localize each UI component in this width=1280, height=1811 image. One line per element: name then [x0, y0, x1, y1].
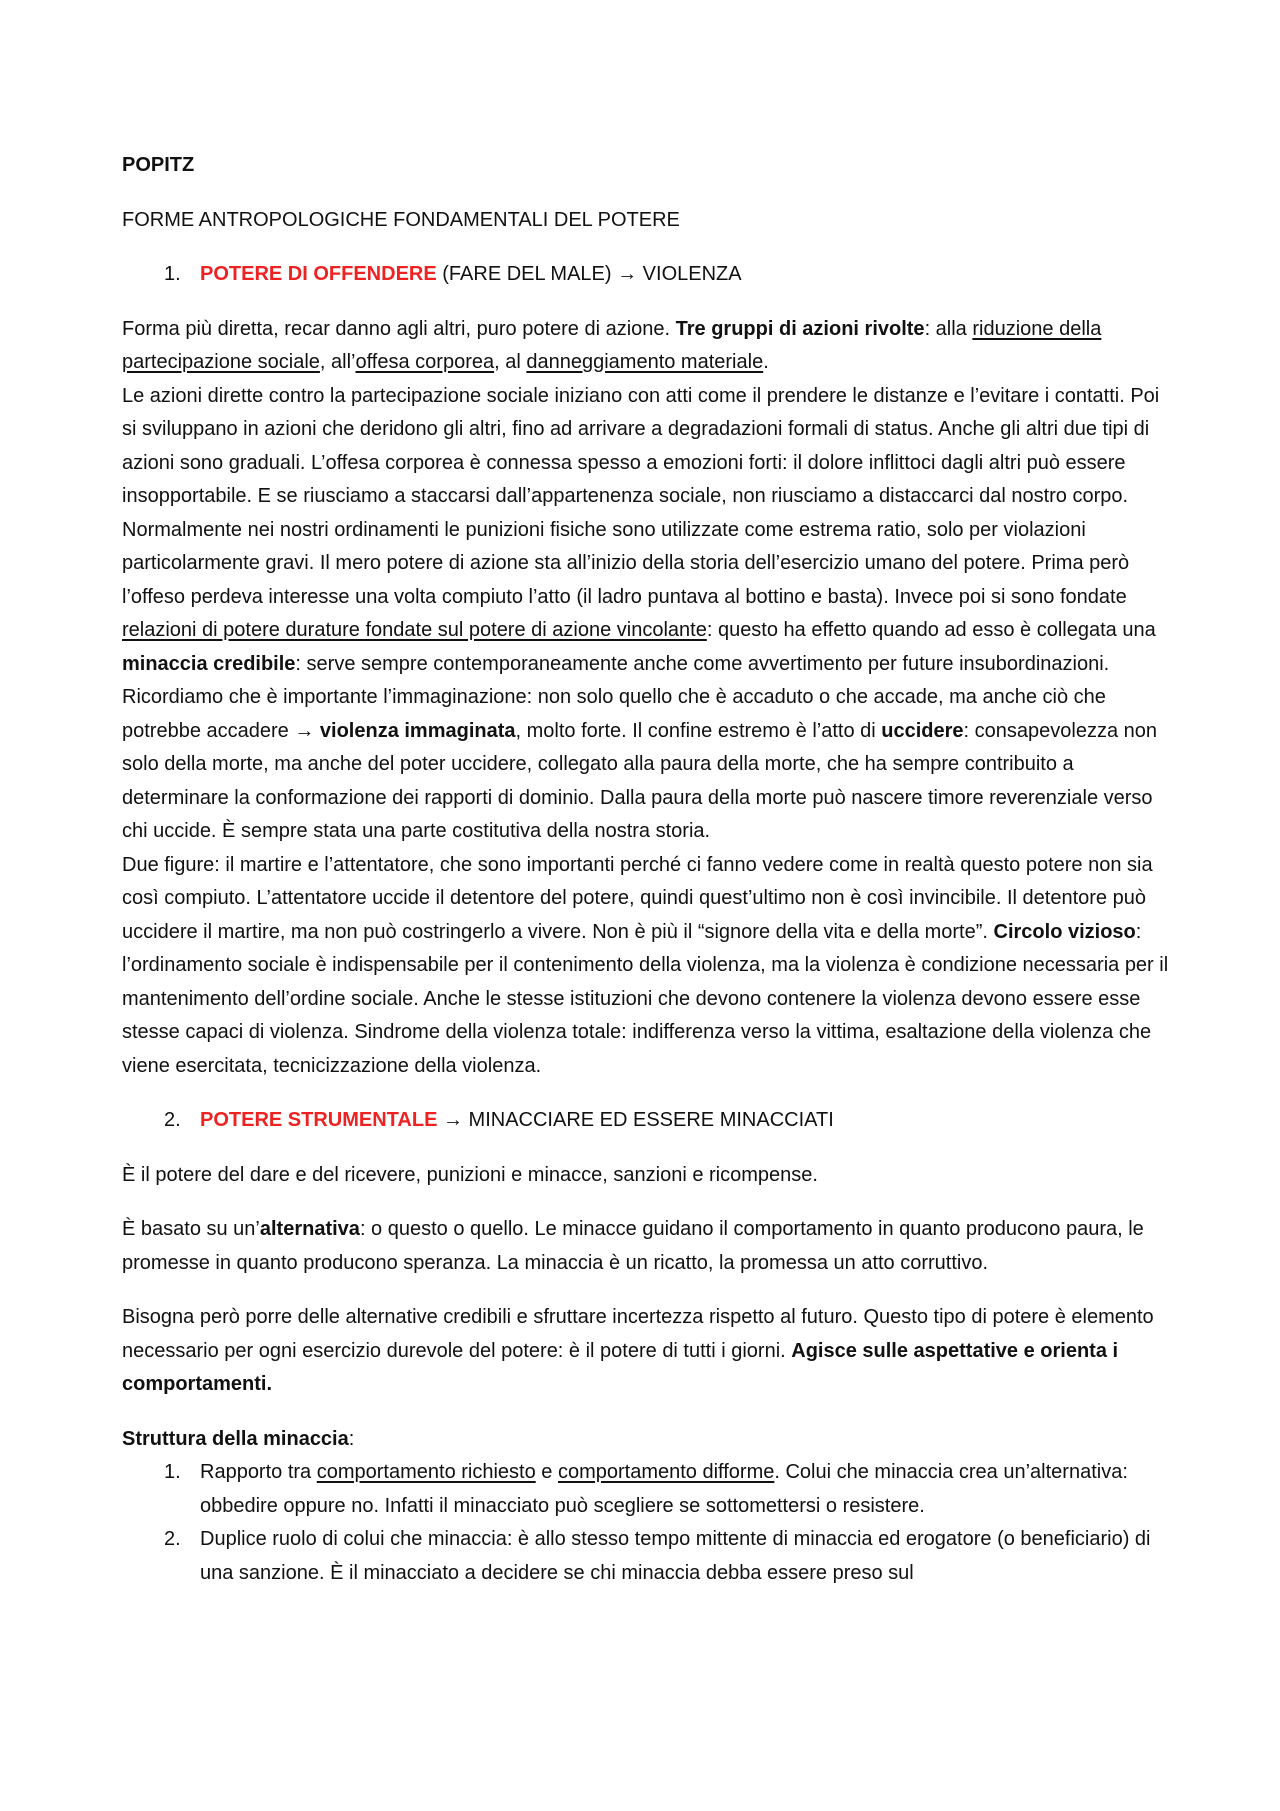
- paragraph-5: È basato su un’alternativa: o questo o quello. Le minacce guidano il comportamento in quanto producono paura, le promesse in quanto producono speranza. La minaccia è un ricatto, la promessa un atto corruttivo.: [122, 1218, 1144, 1274]
- list-number: 1.: [164, 1461, 181, 1483]
- section-heading-2: [122, 1104, 1172, 1138]
- section-title-highlight: POTERE DI OFFENDERE: [200, 263, 437, 285]
- document-title: POPITZ: [122, 154, 195, 176]
- list-item: 2. Duplice ruolo di colui che minaccia: è allo stesso tempo mittente di minaccia ed erogatore (o beneficiario) di una sanzione. È il minacciato a decidere se chi minaccia debba essere preso sul: [122, 1523, 1172, 1590]
- paragraph-3: Due figure: il martire e l’attentatore, che sono importanti perché ci fanno vedere come in realtà questo potere non sia così compiuto. L’attentatore uccide il detentore del potere, quindi quest’ultimo non è così invincibile. Il detentore può uccidere il martire, ma non può costringerlo a vivere. Non è più il “signore della vita e della morte”. Circolo vizioso: l’ordinamento sociale è indispensabile per il contenimento della violenza, ma la violenza è condizione necessaria per il mantenimento dell’ordine sociale. Anche le stesse istituzioni che devono contenere la violenza devono essere esse stesse capaci di violenza. Sindrome della violenza totale: indifferenza verso la vittima, esaltazione della violenza che viene esercitata, tecnicizzazione della violenza.: [122, 853, 1169, 1077]
- section-title-highlight: POTERE STRUMENTALE: [200, 1109, 438, 1131]
- document-subtitle: FORME ANTROPOLOGICHE FONDAMENTALI DEL POTERE: [122, 208, 680, 231]
- section-title-rest: (FARE DEL MALE) → VIOLENZA: [436, 263, 742, 285]
- structure-list: [122, 1456, 1172, 1590]
- paragraph-6: Bisogna però porre delle alternative credibili e sfruttare incertezza rispetto al futuro. Questo tipo di potere è elemento necessario per ogni esercizio durevole del potere: è il potere di tutti i giorni. Agisce sulle aspettative e orienta i comportamenti.: [122, 1306, 1154, 1395]
- section-heading-1: [122, 258, 1172, 292]
- section-number: 2.: [164, 1109, 181, 1131]
- list-number: 2.: [164, 1528, 181, 1550]
- section-number: 1.: [164, 263, 181, 285]
- structure-heading: Struttura della minaccia:: [122, 1427, 355, 1450]
- list-item: 1. Rapporto tra comportamento richiesto e comportamento difforme. Colui che minaccia crea un’alternativa: obbedire oppure no. Infatti il minacciato può scegliere se sottomettersi o resistere.: [122, 1456, 1172, 1523]
- paragraph-1: Forma più diretta, recar danno agli altri, puro potere di azione. Tre gruppi di azioni rivolte: alla riduzione della partecipazione sociale, all’offesa corporea, al danneggiamento materiale.: [122, 317, 1102, 373]
- section-title-rest: → MINACCIARE ED ESSERE MINACCIATI: [437, 1109, 834, 1131]
- paragraph-2: Le azioni dirette contro la partecipazione sociale iniziano con atti come il prendere le distanze e l’evitare i contatti. Poi si sviluppano in azioni che deridono gli altri, fino ad arrivare a degradazioni formali di status. Anche gli altri due tipi di azioni sono graduali. L’offesa corporea è connessa spesso a emozioni forti: il dolore inflittoci dagli altri può essere insopportabile. E se riusciamo a staccarsi dall’appartenenza sociale, non riusciamo a distaccarci dal nostro corpo. Normalmente nei nostri ordinamenti le punizioni fisiche sono utilizzate come estrema ratio, solo per violazioni particolarmente gravi. Il mero potere di azione sta all’inizio della storia dell’esercizio umano del potere. Prima però l’offeso perdeva interesse una volta compiuto l’atto (il ladro puntava al bottino e basta). Invece poi si sono fondate relazioni di potere durature fondate sul potere di azione vincolante: questo ha effetto quando ad esso è collegata una minaccia credibile: serve sempre contemporaneamente anche come avvertimento per future insubordinazioni. Ricordiamo che è importante l’immaginazione: non solo quello che è accaduto o che accade, ma anche ciò che potrebbe accadere → violenza immaginata, molto forte. Il confine estremo è l’atto di uccidere: consapevolezza non solo della morte, ma anche del poter uccidere, collegato alla paura della morte, che ha sempre contribuito a determinare la conformazione dei rapporti di dominio. Dalla paura della morte può nascere timore reverenziale verso chi uccide. È sempre stata una parte costitutiva della nostra storia.: [122, 384, 1160, 842]
- paragraph-4: È il potere del dare e del ricevere, punizioni e minacce, sanzioni e ricompense.: [122, 1163, 818, 1186]
